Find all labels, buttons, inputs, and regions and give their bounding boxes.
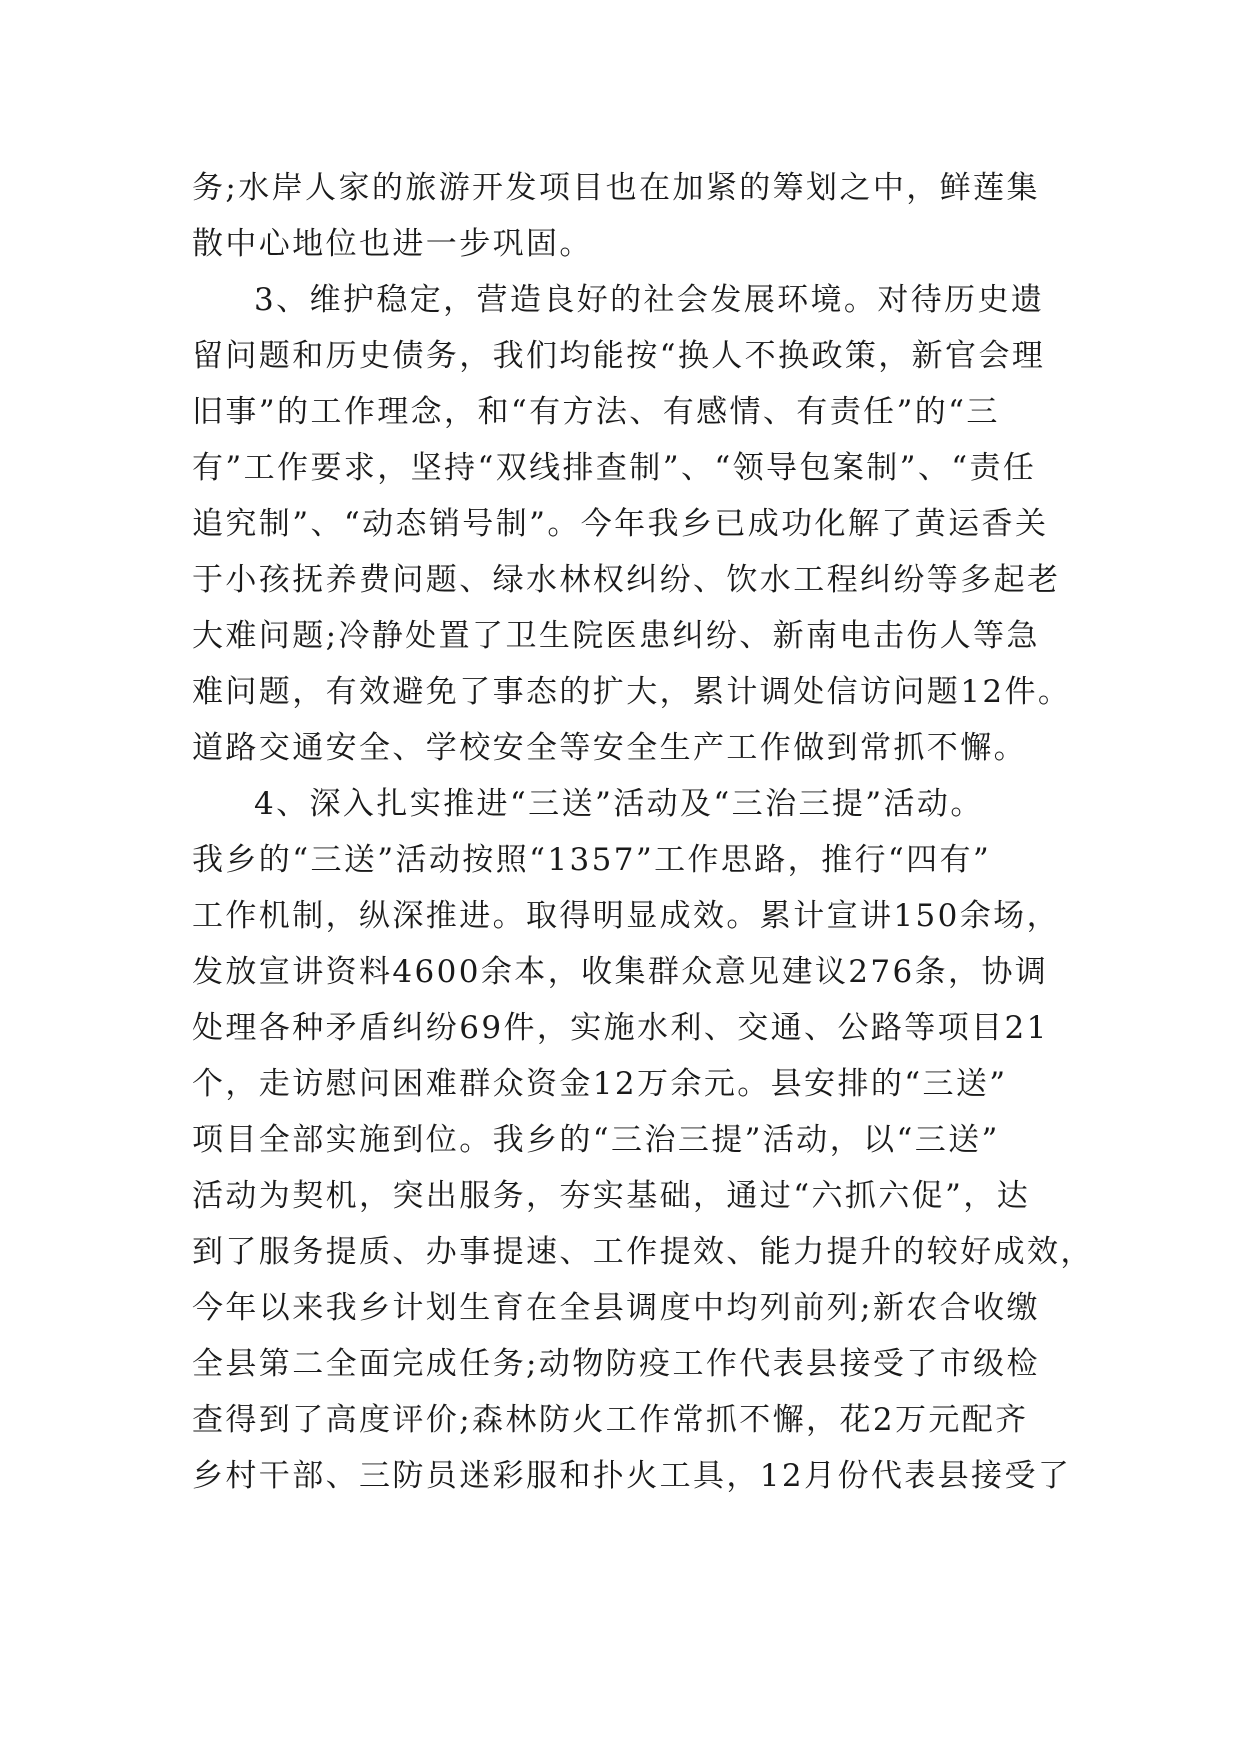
text-line: 查得到了高度评价;森林防火工作常抓不懈，花2万元配齐 (192, 1402, 1029, 1438)
text-line: 处理各种矛盾纠纷69件，实施水利、交通、公路等项目21 (192, 1010, 1049, 1046)
text-line: 有”工作要求，坚持“双线排查制”、“领导包案制”、“责任 (192, 450, 1037, 486)
text-line: 个，走访慰问困难群众资金12万余元。县安排的“三送” (192, 1066, 1008, 1102)
text-line: 于小孩抚养费问题、绿水林权纠纷、饮水工程纠纷等多起老 (192, 562, 1061, 598)
text-line: 全县第二全面完成任务;动物防疫工作代表县接受了市级检 (192, 1346, 1040, 1382)
text-line: 我乡的“三送”活动按照“1357”工作思路，推行“四有” (192, 842, 992, 878)
text-line: 今年以来我乡计划生育在全县调度中均列前列;新农合收缴 (192, 1290, 1040, 1326)
text-line: 留问题和历史债务，我们均能按“换人不换政策，新官会理 (192, 338, 1046, 374)
text-line: 活动为契机，突出服务，夯实基础，通过“六抓六促”，达 (192, 1178, 1031, 1214)
text-line: 散中心地位也进一步巩固。 (192, 226, 593, 262)
text-line: 工作机制，纵深推进。取得明显成效。累计宣讲150余场， (192, 898, 1060, 934)
text-line: 项目全部实施到位。我乡的“三治三提”活动，以“三送” (192, 1122, 1000, 1158)
text-line: 道路交通安全、学校安全等安全生产工作做到常抓不懈。 (192, 730, 1027, 766)
text-line: 4、深入扎实推进“三送”活动及“三治三提”活动。 (254, 786, 984, 822)
text-line: 旧事”的工作理念，和“有方法、有感情、有责任”的“三 (192, 394, 1000, 430)
text-line: 3、维护稳定，营造良好的社会发展环境。对待历史遗 (254, 282, 1045, 318)
text-line: 务;水岸人家的旅游开发项目也在加紧的筹划之中，鲜莲集 (192, 170, 1040, 206)
text-line: 追究制”、“动态销号制”。今年我乡已成功化解了黄运香关 (192, 506, 1049, 542)
text-line: 大难问题;冷静处置了卫生院医患纠纷、新南电击伤人等急 (192, 618, 1040, 654)
text-line: 到了服务提质、办事提速、工作提效、能力提升的较好成效， (192, 1234, 1094, 1270)
text-line: 乡村干部、三防员迷彩服和扑火工具，12月份代表县接受了 (192, 1458, 1072, 1494)
text-line: 难问题，有效避免了事态的扩大，累计调处信访问题12件。 (192, 674, 1072, 710)
text-line: 发放宣讲资料4600余本，收集群众意见建议276条，协调 (192, 954, 1049, 990)
